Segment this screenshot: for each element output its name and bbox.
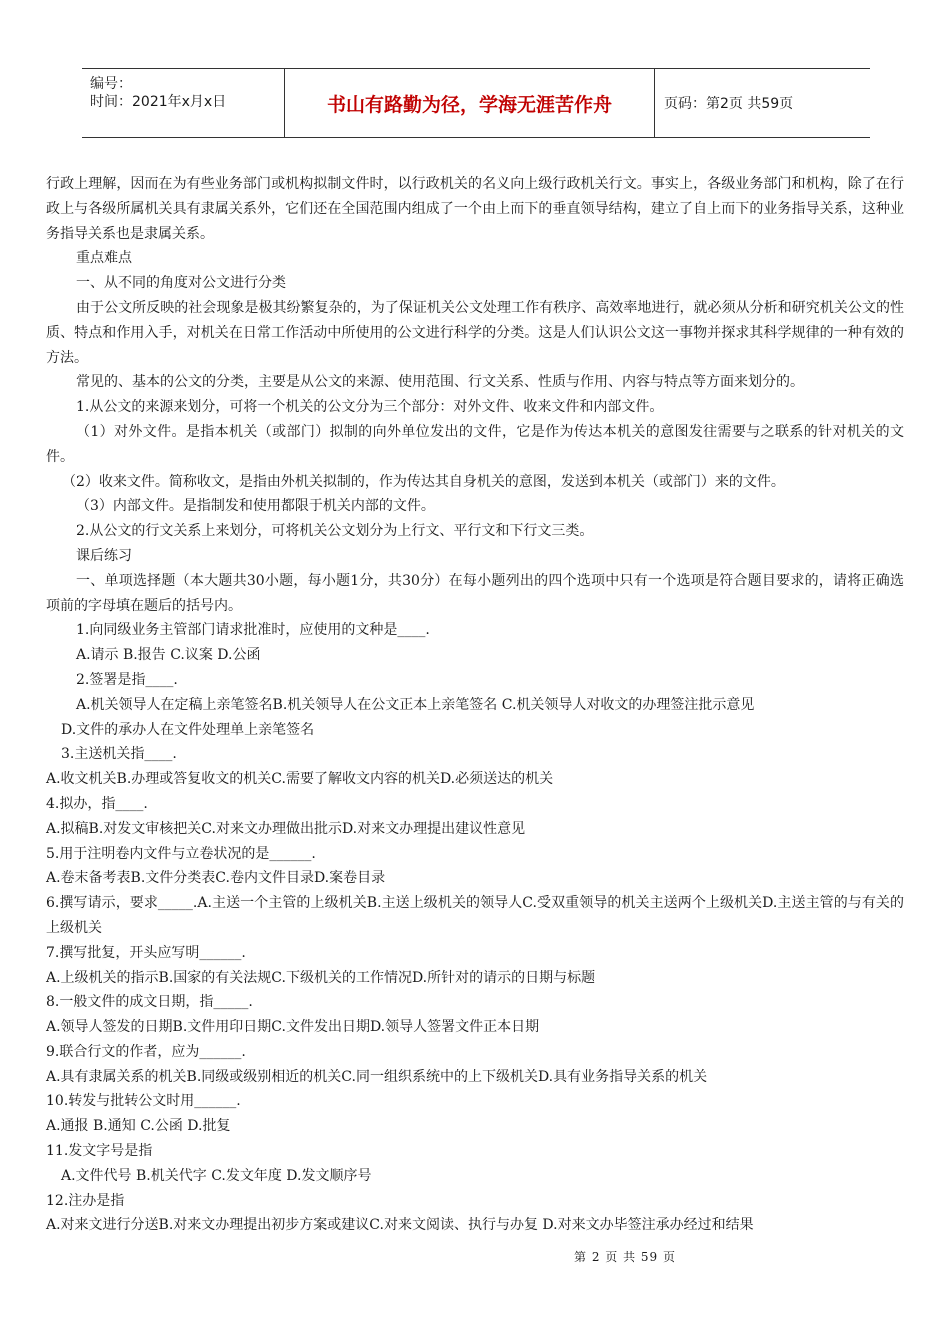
paragraph: A.机关领导人在定稿上亲笔签名B.机关领导人在公文正本上亲笔签名 C.机关领导人对收文的办理签注批示意见 [76,696,755,713]
paragraph: 2.签署是指____. [76,671,178,688]
footer-page-number: 第 2 页 共 59 页 [574,1250,676,1264]
paragraph: 一、单项选择题（本大题共30小题，每小题1分，共30分）在每小题列出的四个选项中只有一个选项是符合题目要求的，请将正确选项前的字母填在题后的括号内。 [46,572,904,614]
paragraph: A.具有隶属关系的机关B.同级或级别相近的机关C.同一组织系统中的上下级机关D.具有业务指导关系的机关 [46,1068,708,1085]
paragraph: 重点难点 [76,250,132,267]
serial-label: 编号： [90,76,132,92]
document-body [46,172,904,1238]
paragraph: A.请示 B.报告 C.议案 D.公函 [76,647,261,664]
header-meta [82,69,285,137]
paragraph: 9.联合行文的作者，应为______. [46,1043,246,1060]
paragraph: 7.撰写批复，开头应写明______. [46,944,246,961]
paragraph: 6.撰写请示，要求_____.A.主送一个主管的上级机关B.主送上级机关的领导人C.受双重领导的机关主送两个上级机关D.主送主管的与有关的上级机关 [46,895,904,936]
header-motto: 书山有路勤为径，学海无涯苦作舟 [285,69,655,137]
page-footer [0,1248,950,1265]
paragraph: 2.从公文的行文关系上来划分，可将机关公文划分为上行文、平行文和下行文三类。 [76,523,594,540]
paragraph: 课后练习 [76,547,132,564]
paragraph: 8.一般文件的成文日期，指_____. [46,994,253,1011]
paragraph: A.文件代号 B.机关代字 C.发文年度 D.发文顺序号 [61,1167,372,1184]
paragraph: 3.主送机关指____. [61,746,177,763]
paragraph: A.拟稿B.对发文审核把关C.对来文办理做出批示D.对来文办理提出建议性意见 [46,820,526,837]
paragraph: 5.用于注明卷内文件与立卷状况的是______. [46,845,316,862]
paragraph: A.领导人签发的日期B.文件用印日期C.文件发出日期D.领导人签署文件正本日期 [46,1019,540,1036]
paragraph: 4.拟办，指____. [46,795,148,812]
paragraph: 1.向同级业务主管部门请求批准时，应使用的文种是____. [76,622,430,639]
paragraph: 12.注办是指 [46,1192,125,1209]
paragraph: （1）对外文件。是指本机关（或部门）拟制的向外单位发出的文件，它是作为传达本机关的意图发往需要与之联系的针对机关的文件。 [46,423,904,465]
time-label: 时间：2021年x月x日 [90,94,227,110]
paragraph: （2）收来文件。简称收文，是指由外机关拟制的，作为传达其自身机关的意图，发送到本机关（或部门）来的文件。 [62,473,785,490]
paragraph: 1.从公文的来源来划分，可将一个机关的公文分为三个部分：对外文件、收来文件和内部文件。 [76,399,664,416]
paragraph: 一、从不同的角度对公文进行分类 [76,275,286,292]
paragraph: D.文件的承办人在文件处理单上亲笔签名 [61,721,315,738]
paragraph: A.通报 B.通知 C.公函 D.批复 [46,1118,231,1135]
paragraph: A.对来文进行分送B.对来文办理提出初步方案或建议C.对来文阅读、执行与办复 D.对来文办毕签注承办经过和结果 [46,1217,754,1234]
paragraph: A.收文机关B.办理或答复收文的机关C.需要了解收文内容的机关D.必须送达的机关 [46,771,554,788]
header-page-label: 页码：第2页 共59页 [664,96,794,112]
paragraph: （3）内部文件。是指制发和使用都限于机关内部的文件。 [76,498,435,515]
paragraph: 10.转发与批转公文时用______. [46,1093,241,1110]
page-header [82,68,870,138]
paragraph: 常见的、基本的公文的分类，主要是从公文的来源、使用范围、行文关系、性质与作用、内容与特点等方面来划分的。 [76,374,804,391]
paragraph: 行政上理解，因而在为有些业务部门或机构拟制文件时，以行政机关的名义向上级行政机关行文。事实上，各级业务部门和机构，除了在行政上与各级所属机关具有隶属关系外，它们还在全国范围内组成了一个由上而下的垂直领导结构，建立了自上而下的业务指导关系，这种业务指导关系也是隶属关系。 [46,176,904,242]
paragraph: A.卷末备考表B.文件分类表C.卷内文件目录D.案卷目录 [46,870,386,887]
paragraph: A.上级机关的指示B.国家的有关法规C.下级机关的工作情况D.所针对的请示的日期与标题 [46,969,596,986]
paragraph: 11.发文字号是指 [46,1143,153,1160]
paragraph: 由于公文所反映的社会现象是极其纷繁复杂的，为了保证机关公文处理工作有秩序、高效率地进行，就必须从分析和研究机关公文的性质、特点和作用入手，对机关在日常工作活动中所使用的公文进行科学的分类。这是人们认识公文这一事物并探求其科学规律的一种有效的方法。 [46,299,904,366]
